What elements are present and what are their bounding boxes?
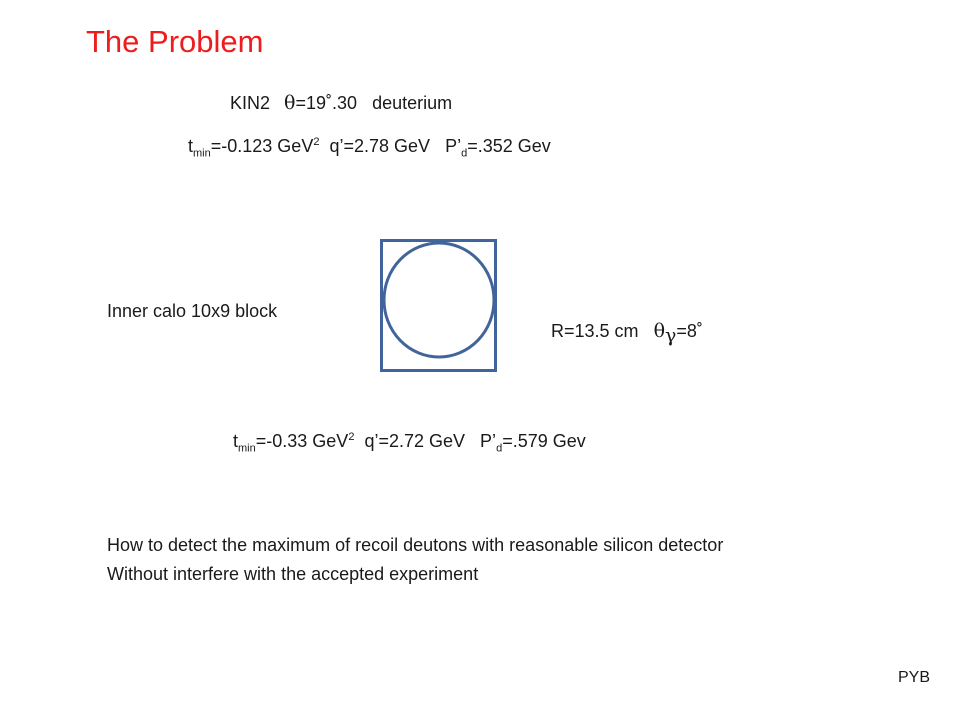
kinematics-header [230,92,452,114]
p-subscript: d [461,147,468,160]
target-label: deuterium [372,93,453,113]
t-subscript: min [238,442,256,455]
p-subscript: d [496,442,503,455]
kin-label: KIN2 [230,93,271,113]
theta-symbol: θ [284,92,296,114]
p-symbol: P’ [445,136,462,156]
question-line-1: How to detect the maximum of recoil deutons with reasonable silicon detector [107,535,724,555]
t-superscript: 2 [313,136,320,148]
q-value: q’=2.72 GeV [364,431,466,451]
t-subscript: min [193,147,211,160]
theta-value: =19˚.30 [295,93,358,113]
author-initials: PYB [898,669,931,686]
t-symbol: t [188,136,194,156]
calorimeter-diagram [380,239,500,378]
kinematics-line-2 [233,431,586,455]
p-symbol: P’ [480,431,497,451]
p-value: =.579 Gev [502,431,586,451]
gamma-subscript: γ [665,324,677,347]
t-symbol: t [233,431,239,451]
question-line-2: Without interfere with the accepted experiment [107,564,479,584]
calorimeter-svg [380,239,500,373]
p-value: =.352 Gev [467,136,551,156]
inner-calo-label: Inner calo 10x9 block [107,301,278,321]
radius-label [551,320,703,347]
t-superscript: 2 [348,431,355,443]
t-value: =-0.33 GeV [255,431,349,451]
theta-gamma-symbol: θ [653,320,666,342]
t-value: =-0.123 GeV [210,136,314,156]
kinematics-line-1 [188,136,551,160]
radius-value: R=13.5 cm [551,321,639,341]
theta-gamma-value: =8˚ [676,321,703,341]
q-value: q’=2.78 GeV [329,136,431,156]
acceptance-circle [384,243,494,357]
slide-title: The Problem [86,24,264,59]
